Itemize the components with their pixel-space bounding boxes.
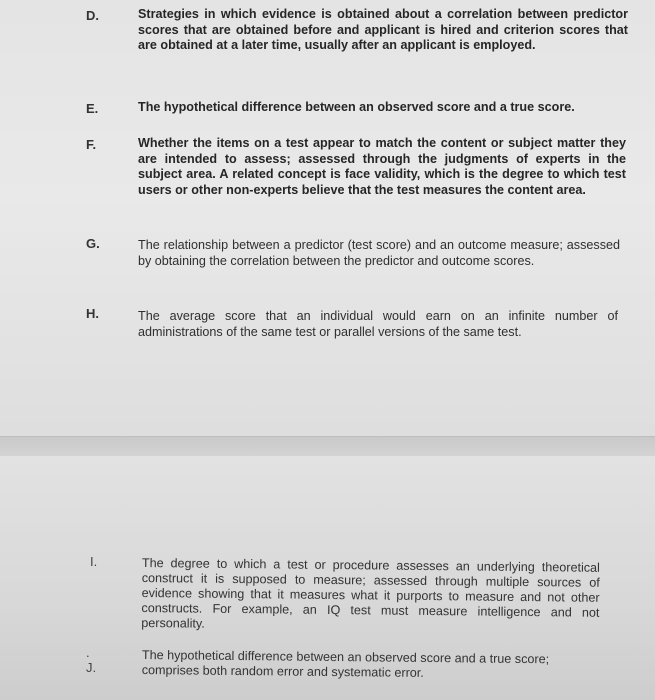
entry-definition: The degree to which a test or procedure assesses an underlying theoretical construct it is supposed to measure; assessed through multiple sources of evidence showing that it measures what it purports to measure and not other constructs. For example, an IQ test must measure intelligence and not personality. (141, 556, 600, 631)
entry-letter: E. (86, 101, 99, 116)
lower-page-section (0, 456, 655, 700)
entry-letter: . J. (86, 645, 97, 675)
entry-letter: F. (86, 137, 97, 152)
entry-definition: The hypothetical difference between an observed score and a true score. (138, 100, 575, 114)
entry-letter: G. (86, 236, 100, 251)
entry-definition: The relationship between a predictor (test score) and an outcome measure; assessed by obtaining the correlation between the predictor and outcome scores. (138, 238, 620, 268)
entry-letter: I. (90, 554, 98, 569)
entry-definition: Whether the items on a test appear to match the content or subject matter they are intended to assess; assessed through the judgments of experts in the subject area. A related concept is face validity, which is the degree to which test users or other non-experts believe that the test measures the content area. (138, 136, 626, 197)
entry-definition: Strategies in which evidence is obtained about a correlation between predictor scores that are obtained before and applicant is hired and criterion scores that are obtained at a later time, usually after an applicant is employed. (138, 7, 628, 53)
page-divider (0, 436, 655, 457)
entry-letter: H. (86, 306, 99, 321)
entry-definition: The hypothetical difference between an observed score and a true score; comprises both random error and systematic error. (141, 648, 550, 680)
entry-definition: The average score that an individual would earn on an infinite number of administrations of the same test or parallel versions of the same test. (138, 309, 618, 339)
entry-letter: D. (86, 8, 99, 23)
